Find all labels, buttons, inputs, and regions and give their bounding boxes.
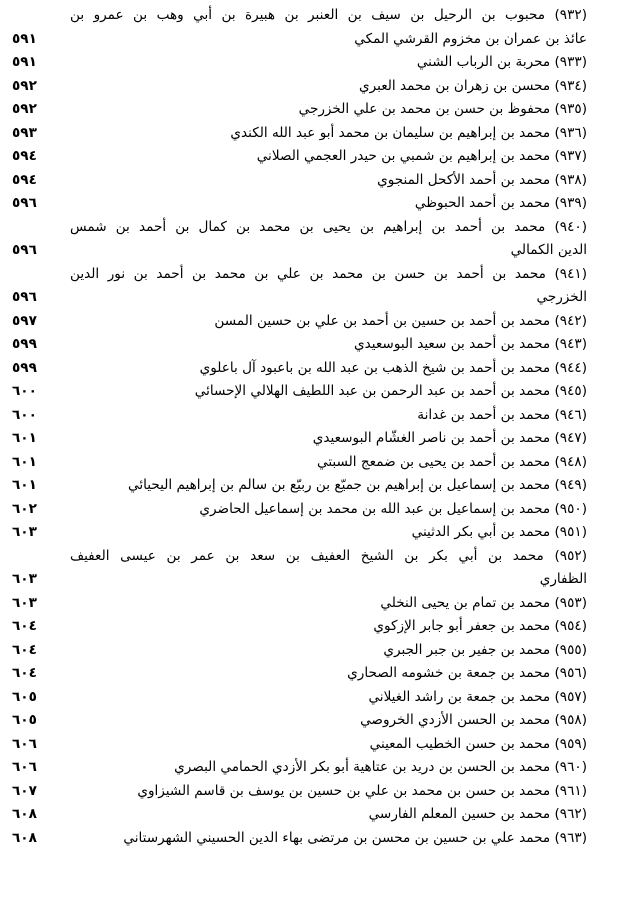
entry-page-number: ٦٠٤ — [12, 641, 37, 658]
entry-title: (٩٥٩) محمد بن حسن الخطيب المعيني — [369, 735, 587, 752]
entry-page-number: ٦٠١ — [12, 430, 37, 446]
entry-page-number: ٥٩٦ — [12, 242, 37, 258]
entry-title: (٩٥٧) محمد بن جمعة بن راشد الغيلاني — [368, 688, 587, 705]
toc-row — [8, 615, 587, 639]
toc-row — [8, 263, 587, 287]
entry-title: (٩٤٩) محمد بن إسماعيل بن إبراهيم بن جميّع بن ربيّع بن سالم بن إبراهيم اليحيائي — [128, 477, 587, 493]
entry-page-number: ٦٠١ — [12, 453, 37, 470]
toc-row — [8, 545, 587, 569]
entry-page-number: ٦٠٢ — [12, 500, 37, 517]
toc-row — [8, 357, 587, 381]
entry-page-number: ٦٠٣ — [12, 571, 37, 587]
entry-page-number: ٦٠٥ — [12, 688, 37, 705]
entry-title: (٩٥٤) محمد بن جعفر أبو جابر الإزكوي — [373, 618, 587, 634]
entry-page-number: ٦٠٨ — [12, 806, 37, 822]
entry-title: (٩٥٢) محمد بن أبي بكر بن الشيخ العفيف بن سعد بن عمر بن عيسى العفيف — [70, 547, 587, 564]
entry-title: (٩٦١) محمد بن حسن بن محمد بن علي بن حسين بن يوسف بن قاسم الشيزاوي — [137, 782, 587, 799]
entry-title: (٩٤٧) محمد بن أحمد بن ناصر الغشّام البوسعيدي — [312, 430, 587, 446]
toc-row — [8, 310, 587, 334]
entry-title: (٩٦٢) محمد بن حسين المعلم الفارسي — [368, 806, 587, 822]
entry-title: (٩٥٦) محمد بن جمعة بن خشومه الصحاري — [347, 665, 587, 681]
entry-page-number: ٦٠٧ — [12, 782, 37, 799]
entry-title: (٩٥٥) محمد بن جفير بن جبر الجبري — [383, 641, 587, 658]
entry-title: (٩٣٥) محفوظ بن حسن بن محمد بن علي الخزرجي — [298, 101, 587, 117]
entry-page-number: ٥٩١ — [12, 30, 37, 47]
entry-title: (٩٤١) محمد بن أحمد بن حسن بن محمد بن علي بن محمد بن أحمد بن نور الدين — [70, 265, 587, 282]
toc-row — [8, 803, 587, 827]
entry-page-number: ٥٩١ — [12, 54, 37, 70]
entry-title: (٩٤٨) محمد بن أحمد بن يحيى بن ضمعج السبتي — [316, 453, 587, 470]
toc-row — [8, 451, 587, 475]
toc-row — [8, 709, 587, 733]
entry-page-number: ٦٠٤ — [12, 618, 37, 634]
entry-page-number: ٦٠٤ — [12, 665, 37, 681]
toc-row — [8, 827, 587, 851]
toc-row — [8, 239, 587, 263]
entry-page-number: ٥٩٧ — [12, 312, 37, 329]
toc-row — [8, 498, 587, 522]
entry-title-continuation: عائذ بن عمران بن مخزوم القرشي المكي — [354, 30, 587, 47]
toc-row — [8, 51, 587, 75]
entry-page-number: ٥٩٦ — [12, 195, 37, 211]
entry-title-continuation: الخزرجي — [536, 289, 587, 305]
entry-page-number: ٦٠٣ — [12, 524, 37, 540]
entry-title: (٩٤٢) محمد بن أحمد بن حسين بن أحمد بن علي بن حسين المسن — [214, 312, 587, 329]
entry-title: (٩٣٧) محمد بن إبراهيم بن شمبي بن حيدر العجمي الصلاني — [256, 148, 587, 164]
entry-title: (٩٣٤) محسن بن زهران بن محمد العبري — [358, 77, 587, 94]
toc-row — [8, 780, 587, 804]
toc-row — [8, 192, 587, 216]
entry-page-number: ٥٩٢ — [12, 101, 37, 117]
entry-title: (٩٤٣) محمد بن أحمد بن سعيد البوسعيدي — [354, 336, 587, 352]
entry-page-number: ٥٩٤ — [12, 171, 37, 188]
entry-title: (٩٤٤) محمد بن أحمد بن شيخ الذهب بن عبد الله بن باعبود آل باعلوي — [199, 359, 587, 376]
entry-title: (٩٣٦) محمد بن إبراهيم بن سليمان بن محمد أبو عبد الله الكندي — [230, 124, 587, 141]
toc-row — [8, 592, 587, 616]
toc-row — [8, 474, 587, 498]
toc-row — [8, 662, 587, 686]
entry-title: (٩٦٣) محمد علي بن حسين بن محسن بن مرتضى بهاء الدين الحسيني الشهرستاني — [123, 829, 587, 846]
entry-page-number: ٦٠٠ — [12, 406, 37, 423]
entry-page-number: ٦٠٨ — [12, 829, 37, 846]
toc-row — [8, 145, 587, 169]
toc-row — [8, 98, 587, 122]
toc-row — [8, 380, 587, 404]
entry-title: (٩٤٦) محمد بن أحمد بن غدانة — [417, 406, 587, 423]
toc-row — [8, 75, 587, 99]
toc-row — [8, 169, 587, 193]
toc-row — [8, 4, 587, 28]
entry-title: (٩٥١) محمد بن أبي بكر الدثيني — [411, 524, 587, 540]
entry-page-number: ٦٠٣ — [12, 594, 37, 611]
entry-title: (٩٣٨) محمد بن أحمد الأكحل المنجوي — [377, 171, 587, 188]
toc-row — [8, 333, 587, 357]
entry-title: (٩٥٠) محمد بن إسماعيل بن عبد الله بن محمد بن إسماعيل الحاضري — [199, 500, 587, 517]
toc-row — [8, 286, 587, 310]
toc-row — [8, 686, 587, 710]
toc-row — [8, 28, 587, 52]
entry-title: (٩٤٠) محمد بن أحمد بن إبراهيم بن يحيى بن محمد بن كمال بن أحمد بن شمس — [70, 218, 587, 235]
entry-page-number: ٥٩٤ — [12, 148, 37, 164]
toc-row — [8, 404, 587, 428]
entry-page-number: ٥٩٣ — [12, 124, 37, 141]
entry-title: (٩٦٠) محمد بن الحسن بن دريد بن عتاهية أبو بكر الأزدي الحمامي البصري — [174, 759, 587, 775]
entry-page-number: ٥٩٢ — [12, 77, 37, 94]
entry-title: (٩٣٩) محمد بن أحمد الحبوظي — [414, 195, 587, 211]
entry-title: (٩٣٢) محبوب بن الرحيل بن سيف بن العنبر بن هبيرة بن أبي وهب بن عمرو بن — [70, 7, 587, 23]
entry-title: (٩٣٣) محربة بن الرباب الشني — [416, 54, 587, 70]
entry-page-number: ٦٠٥ — [12, 712, 37, 728]
entry-page-number: ٦٠٦ — [12, 759, 37, 775]
table-of-contents — [8, 4, 587, 850]
entry-page-number: ٥٩٩ — [12, 359, 37, 376]
entry-page-number: ٦٠٦ — [12, 735, 37, 752]
toc-row — [8, 639, 587, 663]
toc-row — [8, 521, 587, 545]
entry-title: (٩٥٨) محمد بن الحسن الأزدي الخروصي — [360, 712, 587, 728]
toc-row — [8, 568, 587, 592]
toc-row — [8, 427, 587, 451]
entry-page-number: ٥٩٦ — [12, 289, 37, 305]
entry-page-number: ٦٠٠ — [12, 383, 37, 399]
entry-title-continuation: الظفاري — [539, 571, 587, 587]
toc-row — [8, 756, 587, 780]
entry-page-number: ٥٩٩ — [12, 336, 37, 352]
entry-page-number: ٦٠١ — [12, 477, 37, 493]
entry-title: (٩٤٥) محمد بن أحمد بن عبد الرحمن بن عبد اللطيف الهلالي الإحسائي — [194, 383, 587, 399]
entry-title-continuation: الدين الكمالي — [510, 242, 587, 258]
toc-row — [8, 216, 587, 240]
toc-row — [8, 733, 587, 757]
toc-row — [8, 122, 587, 146]
entry-title: (٩٥٣) محمد بن تمام بن يحيى النخلي — [380, 594, 587, 611]
